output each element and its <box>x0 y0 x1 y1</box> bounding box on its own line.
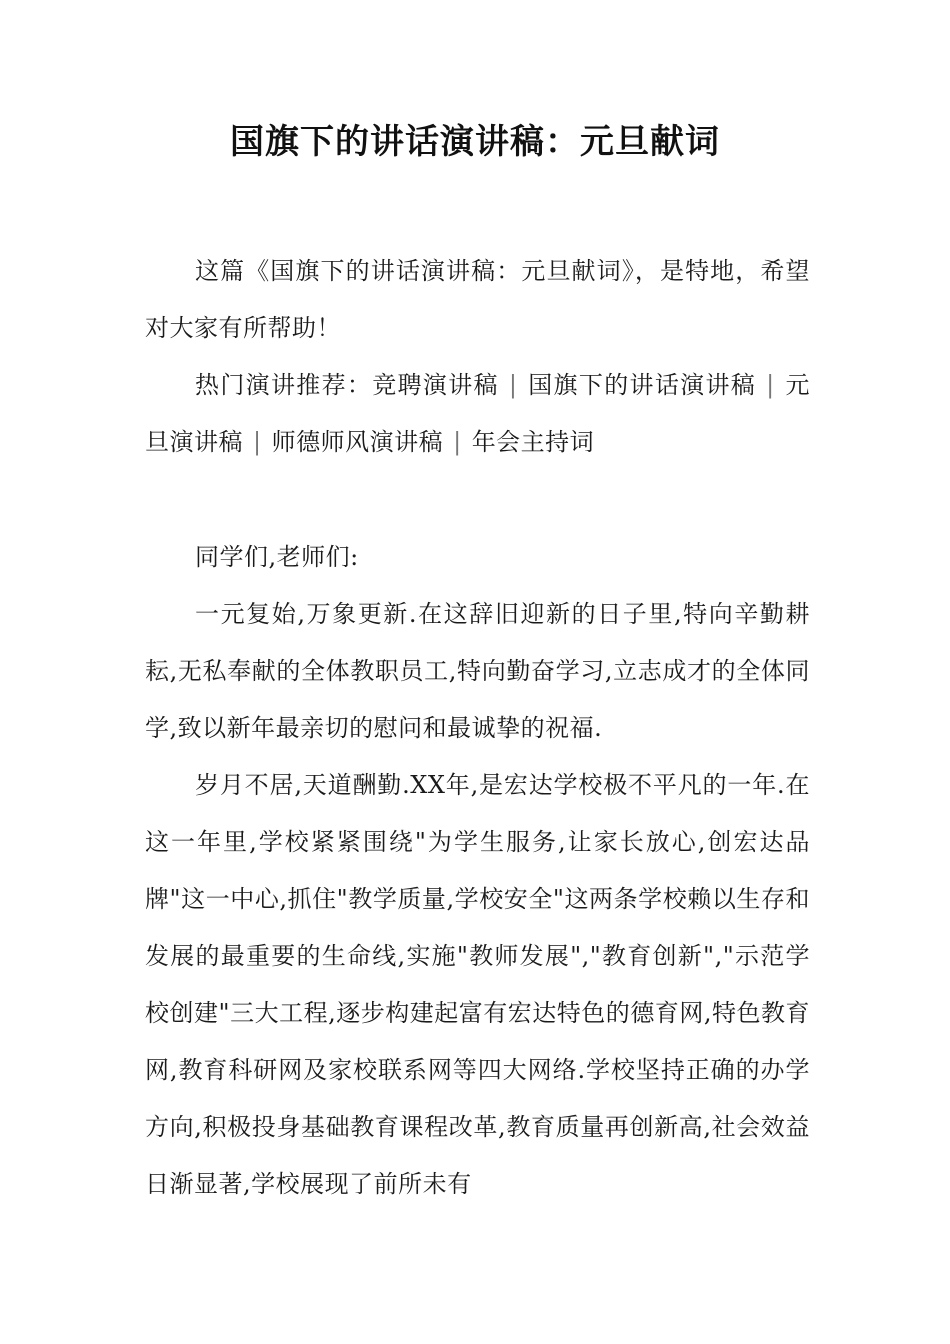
salutation: 同学们,老师们: <box>195 543 359 571</box>
recommend-link-yuandan[interactable]: 元旦演讲稿 <box>145 371 811 456</box>
body-paragraph-1: 一元复始,万象更新.在这辞旧迎新的日子里,特向辛勤耕耘,无私奉献的全体教职员工,特向勤奋学习,立志成才的全体同学,致以新年最亲切的慰问和最诚挚的祝福. <box>145 600 810 742</box>
recommend-paragraph <box>145 357 810 471</box>
recommend-link-jingpin[interactable]: 竞聘演讲稿 <box>372 371 499 399</box>
recommend-separator: | <box>253 428 262 456</box>
recommend-link-nianhui[interactable]: 年会主持词 <box>471 428 595 456</box>
recommend-separator: | <box>453 428 462 456</box>
intro-paragraph: 这篇《国旗下的讲话演讲稿：元旦献词》，是特地，希望对大家有所帮助！ <box>145 257 810 342</box>
recommend-link-shide[interactable]: 师德师风演讲稿 <box>271 428 444 456</box>
recommend-separator: | <box>508 371 518 399</box>
recommend-label: 热门演讲推荐： <box>195 371 373 399</box>
recommend-link-guoqi[interactable]: 国旗下的讲话演讲稿 <box>527 371 757 399</box>
body-paragraph-2: 岁月不居,天道酬勤.XX年,是宏达学校极不平凡的一年.在这一年里,学校紧紧围绕"为学生服务,让家长放心,创宏达品牌"这一中心,抓住"教学质量,学校安全"这两条学校赖以生存和发展的最重要的生命线,实施"教师发展","教育创新","示范学校创建"三大工程,逐步构建起富有宏达特色的德育网,特色教育网,教育科研网及家校联系网等四大网络.学校坚持正确的办学方向,积极投身基础教育课程改革,教育质量再创新高,社会效益日渐显著,学校展现了前所未有 <box>145 771 810 1198</box>
recommend-separator: | <box>766 371 775 399</box>
document-title: 国旗下的讲话演讲稿：元旦献词 <box>230 122 720 162</box>
